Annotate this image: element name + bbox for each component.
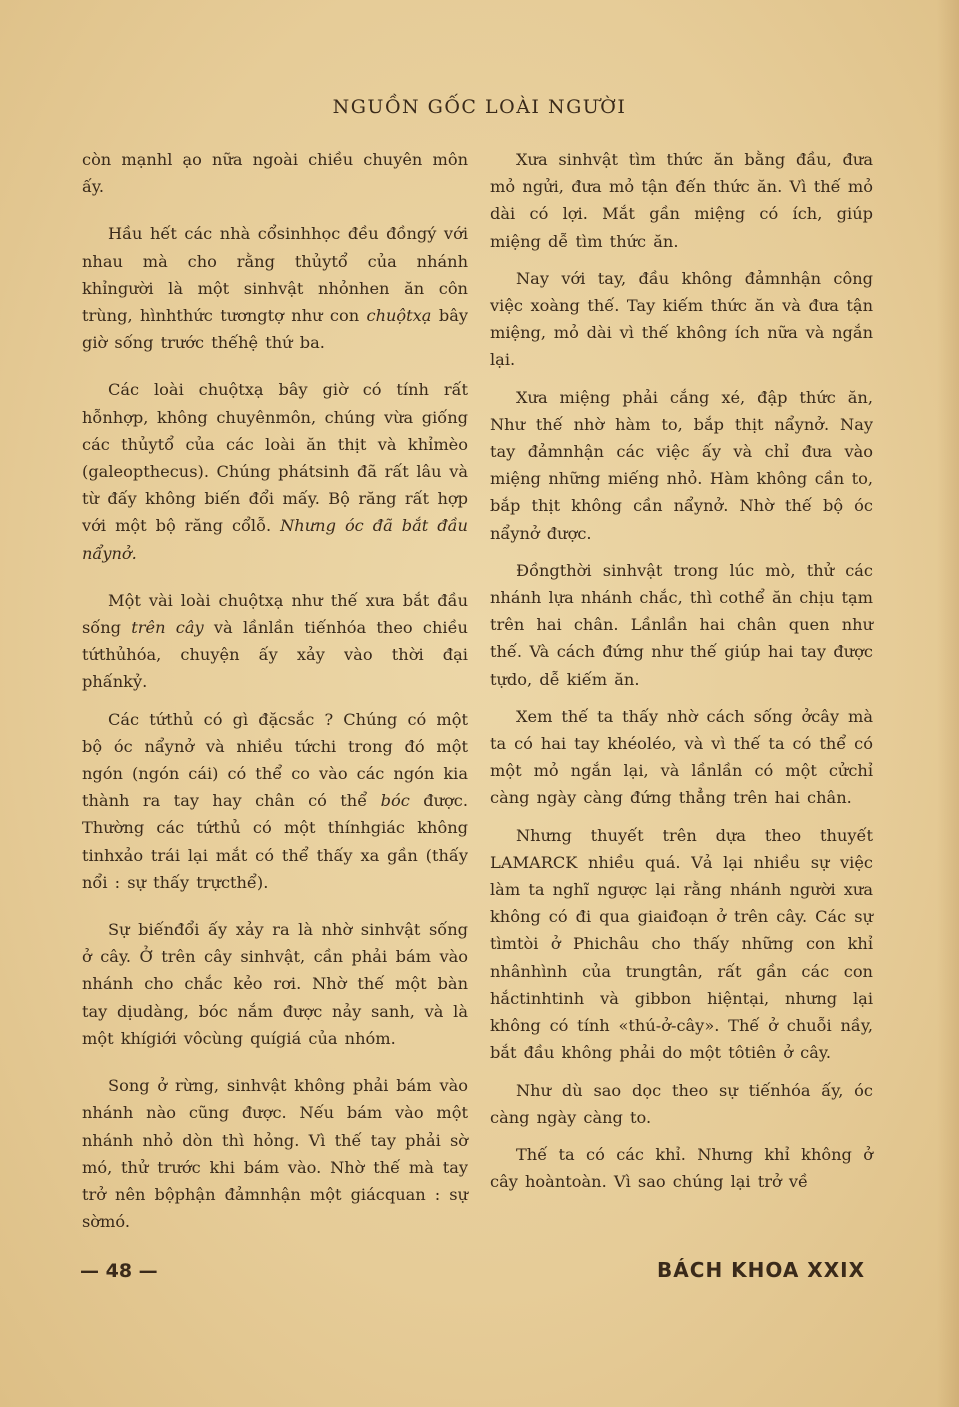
emphasized-text: chuộtxạ — [366, 306, 432, 326]
emphasized-text: trên cây — [131, 618, 204, 638]
text-segment: và lầnlần tiếnhóa theo chiều tứthủhóa, chuyện ấy xảy vào thời đại phấnkỷ. — [82, 618, 468, 692]
journal-title: BÁCH KHOA XXIX — [657, 1258, 865, 1282]
left-column — [82, 146, 468, 1235]
text-segment: còn mạnhl ạo nữa ngoài chiều chuyên môn ấy. — [82, 150, 468, 197]
text-segment: Các tứthủ có gì đặcsắc ? Chúng có một bộ óc nẩynở và nhiều tứchi trong đó một ngón (ngón cái) có thể co vào các ngón kia thành ra tay hay chân có thể — [82, 709, 468, 811]
page-footer — [80, 1256, 865, 1292]
page-number: — 48 — — [80, 1260, 158, 1282]
text-segment: Xưa sinhvật tìm thức ăn bằng đầu, đưa mỏ ngửi, đưa mỏ tận đến thức ăn. Vì thế mỏ dài có lợi. Mắt gần miệng có ích, giúp miệng dễ tìm thức ăn. — [490, 150, 873, 251]
text-segment: Một vài loài chuộtxạ như thế xưa bắt đầu sống — [82, 590, 468, 638]
paragraph — [82, 1072, 468, 1235]
running-title: NGUỒN GỐC LOÀI NGƯỜI — [332, 96, 627, 118]
text-segment: Như dù sao dọc theo sự tiếnhóa ấy, óc càng ngày càng to. — [490, 1080, 873, 1127]
paragraph — [82, 376, 468, 566]
right-column — [490, 146, 873, 1195]
emphasized-text: bóc — [380, 791, 410, 811]
paragraph — [490, 265, 873, 374]
text-segment: Thế ta có các khỉ. Nhưng khỉ không ở cây hoàntoàn. Vì sao chúng lại trở về — [490, 1144, 873, 1192]
text-segment: bây giờ sống trước thếhệ thứ ba. — [82, 306, 468, 353]
text-segment: Hầu hết các nhà cổsinhhọc đều đồngý với nhau mà cho rằng thủytổ của nhánh khỉngười là một sinhvật nhỏnhen ăn côn trùng, hìnhthức tươngtợ như con — [82, 224, 468, 326]
text-segment: Xem thế ta thấy nhờ cách sống ởcây mà ta có hai tay khéoléo, và vì thế ta có thể có một mỏ ngắn lại, và lầnlần có một cửchỉ càng ngày càng đứng thẳng trên hai chân. — [490, 706, 873, 808]
text-segment: Sự biếnđổi ấy xảy ra là nhờ sinhvật sống ở cây. Ở trên cây sinhvật, cần phải bám vào nhánh cho chắc kẻo rơi. Nhờ thế một bàn tay dịudàng, bóc nắm được nảy sanh, và là một khígiới vôcùng quígiá của nhóm. — [82, 920, 468, 1048]
paragraph — [490, 384, 873, 547]
paragraph — [490, 557, 873, 693]
paragraph — [490, 146, 873, 255]
paragraph — [82, 146, 468, 200]
emphasized-text: Nhưng óc đã bắt đầu nẩynở. — [82, 516, 468, 563]
paragraph — [82, 706, 468, 896]
text-segment: Các loài chuộtxạ bây giờ có tính rất hỗnhợp, không chuyênmôn, chúng vừa giống các thủytổ của các loài ăn thịt và khỉmèo (galeopthecus). Chúng phátsinh đã rất lâu và từ đấy không biến đổi mấy. Bộ răng rất hợp với một bộ răng cổlỗ. — [82, 380, 468, 536]
paragraph — [490, 822, 873, 1067]
paragraph — [490, 1077, 873, 1131]
text-segment: Nay với tay, đầu không đảmnhận công việc xoàng thế. Tay kiếm thức ăn và đưa tận miệng, mỏ dài vì thế không ích nữa và ngắn lại. — [490, 268, 873, 370]
paragraph — [490, 1141, 873, 1195]
text-segment: Song ở rừng, sinhvật không phải bám vào nhánh nào cũng được. Nếu bám vào một nhánh nhỏ dòn thì hỏng. Vì thế tay phải sờ mó, thử trước khi bám vào. Nhờ thế mà tay trở nên bộphận đảmnhận một giácquan : sự sờmó. — [82, 1076, 468, 1232]
paragraph — [82, 587, 468, 696]
paragraph — [82, 916, 468, 1052]
text-segment: Xưa miệng phải cắng xé, đập thức ăn, Như thế nhờ hàm to, bắp thịt nẩynở. Nay tay đảmnhận các việc ấy và chỉ đưa vào miệng những miếng nhỏ. Hàm không cần to, bắp thịt không cần nẩynở. Nhờ thế bộ óc nẩynở được. — [490, 387, 873, 543]
text-segment: được. Thường các tứthủ có một thínhgiác không tinhxảo trái lại mắt có thể thấy xa gần (thấy nổi : sự thấy trựcthể). — [82, 791, 469, 892]
text-segment: Nhưng thuyết trên dựa theo thuyết LAMARCK nhiều quá. Vả lại nhiều sự việc làm ta nghĩ ngược lại rằng nhánh người xưa không có đi qua giaiđoạn ở trên cây. Các sự tìmtòi ở Phichâu cho thấy những con khỉ nhânhình của trungtân, rất gần các con hắctinhtinh và gibbon hiệntại, nhưng lại không có tính «thú-ở-cây». Thế ở chuỗi nầy, bắt đầu không phải do một tôtiên ở cây. — [490, 825, 873, 1063]
paragraph — [490, 703, 873, 812]
text-segment: Đồngthời sinhvật trong lúc mò, thử các nhánh lựa nhánh chắc, thì cothể ăn chịu tạm trên hai chân. Lầnlần hai chân quen như thế. Và cách đứng như thế giúp hai tay được tựdo, dễ kiếm ăn. — [490, 560, 873, 689]
page-edge-shadow — [937, 0, 959, 1407]
paragraph — [82, 220, 468, 356]
